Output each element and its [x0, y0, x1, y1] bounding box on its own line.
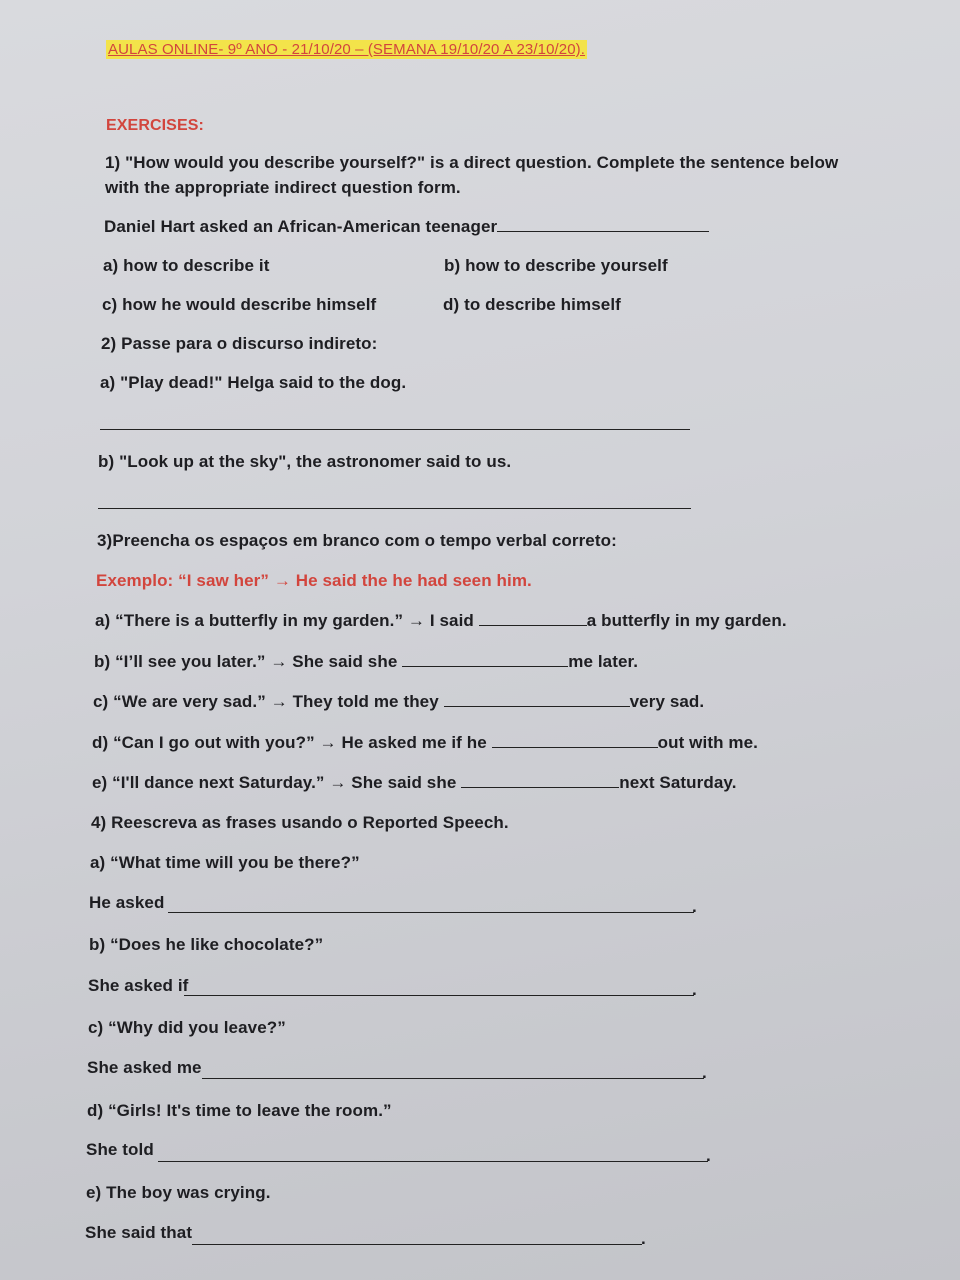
q2-a-answer-line — [100, 429, 690, 430]
q4-e-answer-stem: She said that — [85, 1223, 193, 1242]
q3-item-d — [92, 733, 758, 753]
q4-a-period: . — [692, 897, 697, 916]
q3-d-prompt: d) “Can I go out with you?” → He asked me if he — [92, 733, 487, 752]
q4-item-a: a) “What time will you be there?” — [90, 853, 360, 872]
q4-b-answer-line — [184, 995, 694, 996]
q4-c-answer-stem: She asked me — [87, 1058, 202, 1077]
q4-e-answer-line — [192, 1244, 642, 1245]
q4-b-period: . — [692, 980, 697, 999]
q4-item-c: c) “Why did you leave?” — [88, 1018, 286, 1037]
q3-a-blank — [479, 613, 587, 626]
q1-stem-text: Daniel Hart asked an African-American teenager — [104, 217, 498, 236]
q1-option-b: b) how to describe yourself — [444, 256, 668, 275]
q3-b-blank — [402, 654, 568, 667]
q3-e-tail: next Saturday. — [619, 773, 737, 792]
q1-stem — [104, 217, 709, 237]
q4-c-answer-line — [202, 1078, 704, 1079]
q1-option-d: d) to describe himself — [443, 295, 621, 314]
q4-e-period: . — [641, 1229, 646, 1248]
q2-item-a: a) "Play dead!" Helga said to the dog. — [100, 373, 407, 392]
q2-b-answer-line — [98, 508, 691, 509]
q1-text-line2: with the appropriate indirect question form. — [105, 178, 461, 197]
q4-d-answer-line — [158, 1161, 708, 1162]
q3-b-tail: me later. — [568, 652, 639, 671]
q3-c-tail: very sad. — [629, 692, 705, 711]
q4-title: 4) Reescreva as frases usando o Reported Speech. — [91, 813, 509, 832]
q3-item-e — [92, 773, 737, 793]
q4-d-period: . — [706, 1146, 711, 1165]
q4-item-b: b) “Does he like chocolate?” — [89, 935, 324, 954]
q1-answer-blank — [497, 219, 709, 232]
q4-c-period: . — [702, 1063, 707, 1082]
q3-c-prompt: c) “We are very sad.” → They told me they — [93, 692, 439, 711]
q1-text-line1: 1) "How would you describe yourself?" is a direct question. Complete the sentence below — [105, 153, 839, 172]
q3-e-blank — [461, 775, 619, 788]
q2-title: 2) Passe para o discurso indireto: — [101, 334, 378, 353]
q3-b-prompt: b) “I’ll see you later.” → She said she — [94, 652, 398, 671]
q1-option-c: c) how he would describe himself — [102, 295, 377, 314]
q3-c-blank — [444, 694, 630, 707]
q3-d-blank — [492, 735, 658, 748]
q2-item-b: b) "Look up at the sky", the astronomer said to us. — [98, 452, 512, 471]
q4-a-answer-stem: He asked — [89, 893, 165, 912]
q3-item-b — [94, 652, 638, 672]
page-header: AULAS ONLINE- 9º ANO - 21/10/20 – (SEMANA 19/10/20 A 23/10/20). — [108, 41, 586, 58]
q4-item-e: e) The boy was crying. — [86, 1183, 271, 1202]
q3-a-prompt: a) “There is a butterfly in my garden.” → I said — [95, 611, 474, 630]
exercises-label: EXERCISES: — [106, 117, 204, 134]
q4-d-answer-stem: She told — [86, 1140, 154, 1159]
q3-example: Exemplo: “I saw her” → He said the he had seen him. — [96, 571, 532, 590]
q1-option-a: a) how to describe it — [103, 256, 270, 275]
q3-item-c — [93, 692, 704, 712]
q3-title: 3)Preencha os espaços em branco com o tempo verbal correto: — [97, 531, 617, 550]
q4-a-answer-line — [168, 912, 694, 913]
q3-d-tail: out with me. — [657, 733, 758, 752]
q4-b-answer-stem: She asked if — [88, 976, 189, 995]
q4-item-d: d) “Girls! It's time to leave the room.” — [87, 1101, 392, 1120]
q3-e-prompt: e) “I'll dance next Saturday.” → She said she — [92, 773, 457, 792]
q3-item-a — [95, 611, 787, 631]
q3-a-tail: a butterfly in my garden. — [586, 611, 787, 630]
